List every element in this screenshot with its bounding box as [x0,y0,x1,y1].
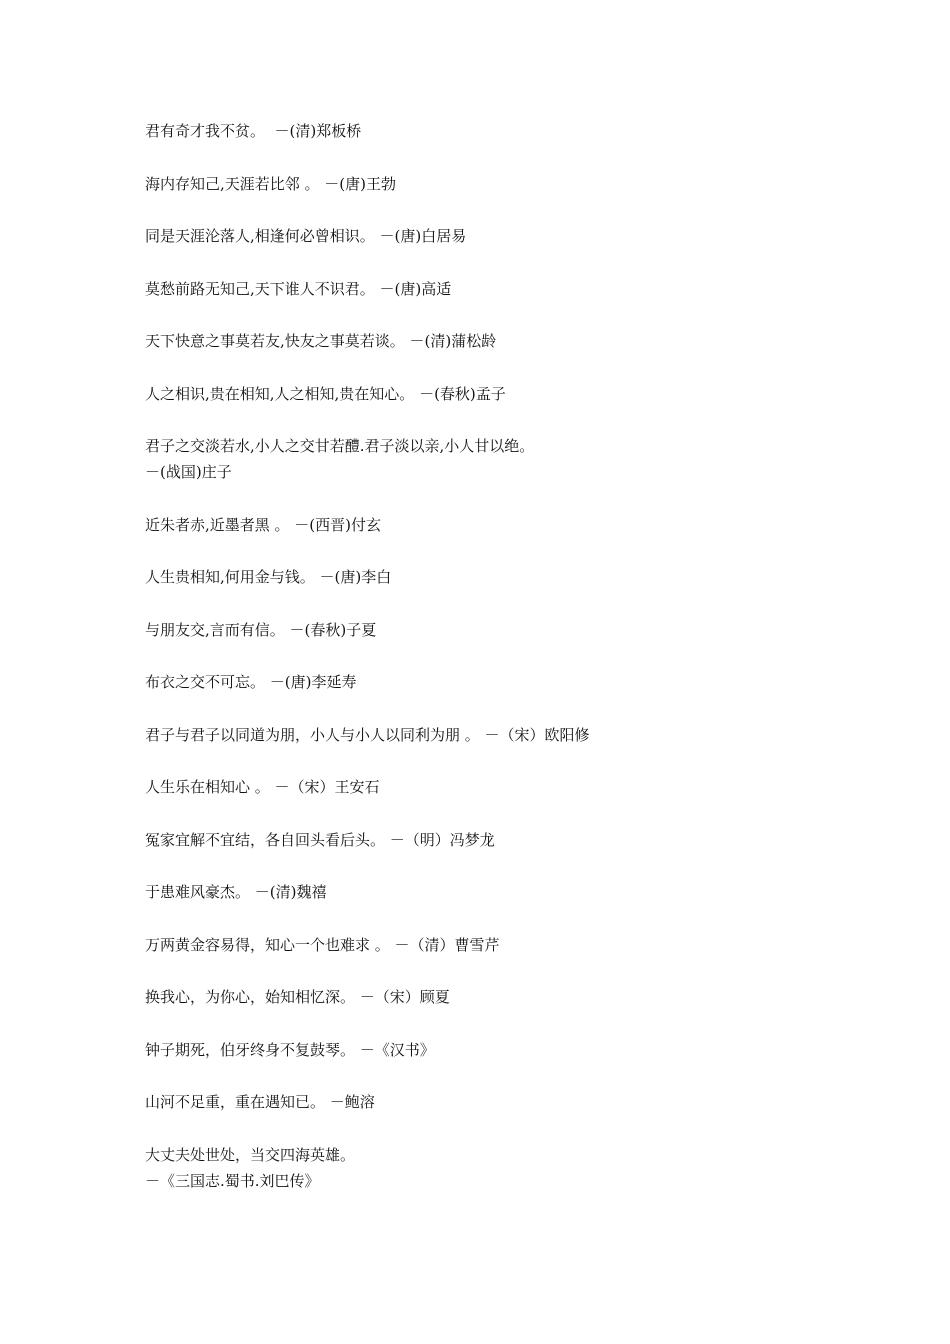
quote-line [145,879,845,905]
quote-line [145,276,845,302]
quote-text: 与朋友交,言而有信。 －(春秋)子夏 [145,621,377,639]
quote-line [145,722,845,748]
quote-line [145,223,845,249]
quote-line [145,669,845,695]
quote-block [145,433,845,485]
quote-line [145,381,845,407]
quote-line [145,171,845,197]
quote-line [145,1037,845,1063]
quote-line [145,827,845,853]
quote-source: －(战国)庄子 [145,463,232,481]
quote-line [145,932,845,958]
quote-text: 布衣之交不可忘。 －(唐)李延寿 [145,673,357,691]
quote-text: 换我心，为你心，始知相忆深。 －（宋）顾夏 [145,988,450,1006]
quote-text: 莫愁前路无知己,天下谁人不识君。 －(唐)高适 [145,280,452,298]
quote-text: 海内存知己,天涯若比邻 。 －(唐)王勃 [145,175,397,193]
quote-text: 人生贵相知,何用金与钱。 －(唐)李白 [145,568,392,586]
quote-text: 近朱者赤,近墨者黑 。 －(西晋)付玄 [145,516,382,534]
quote-text: 人生乐在相知心 。 －（宋）王安石 [145,778,380,796]
quote-text: 钟子期死，伯牙终身不复鼓琴。 －《汉书》 [145,1041,435,1059]
quote-text: 于患难风豪杰。 －(清)魏禧 [145,883,327,901]
quote-source: －《三国志.蜀书.刘巴传》 [145,1172,320,1190]
quote-text: 天下快意之事莫若友,快友之事莫若谈。 －(清)蒲松龄 [145,332,497,350]
quote-text: 人之相识,贵在相知,人之相知,贵在知心。 －(春秋)孟子 [145,385,506,403]
quote-line [145,774,845,800]
quote-text: 山河不足重，重在遇知已。 －鲍溶 [145,1093,375,1111]
quote-line [145,512,845,538]
quote-line [145,564,845,590]
quote-line [145,984,845,1010]
quote-text: 大丈夫处世处，当交四海英雄。 [145,1146,356,1164]
quote-text: 君子与君子以同道为朋，小人与小人以同利为朋 。 －（宋）欧阳修 [145,726,590,744]
quote-line [145,118,845,144]
quote-line [145,617,845,643]
quote-text: 万两黄金容易得，知心一个也难求 。 －（清）曹雪芹 [145,936,500,954]
quote-text: 君子之交淡若水,小人之交甘若醴.君子淡以亲,小人甘以绝。 [145,437,535,455]
quote-block [145,1142,845,1194]
quote-text: 同是天涯沦落人,相逢何必曾相识。 －(唐)白居易 [145,227,467,245]
quote-text: 冤家宜解不宜结，各自回头看后头。 －（明）冯梦龙 [145,831,495,849]
quote-line [145,1089,845,1115]
quote-text: 君有奇才我不贫。 －(清)郑板桥 [145,122,362,140]
quote-line [145,328,845,354]
